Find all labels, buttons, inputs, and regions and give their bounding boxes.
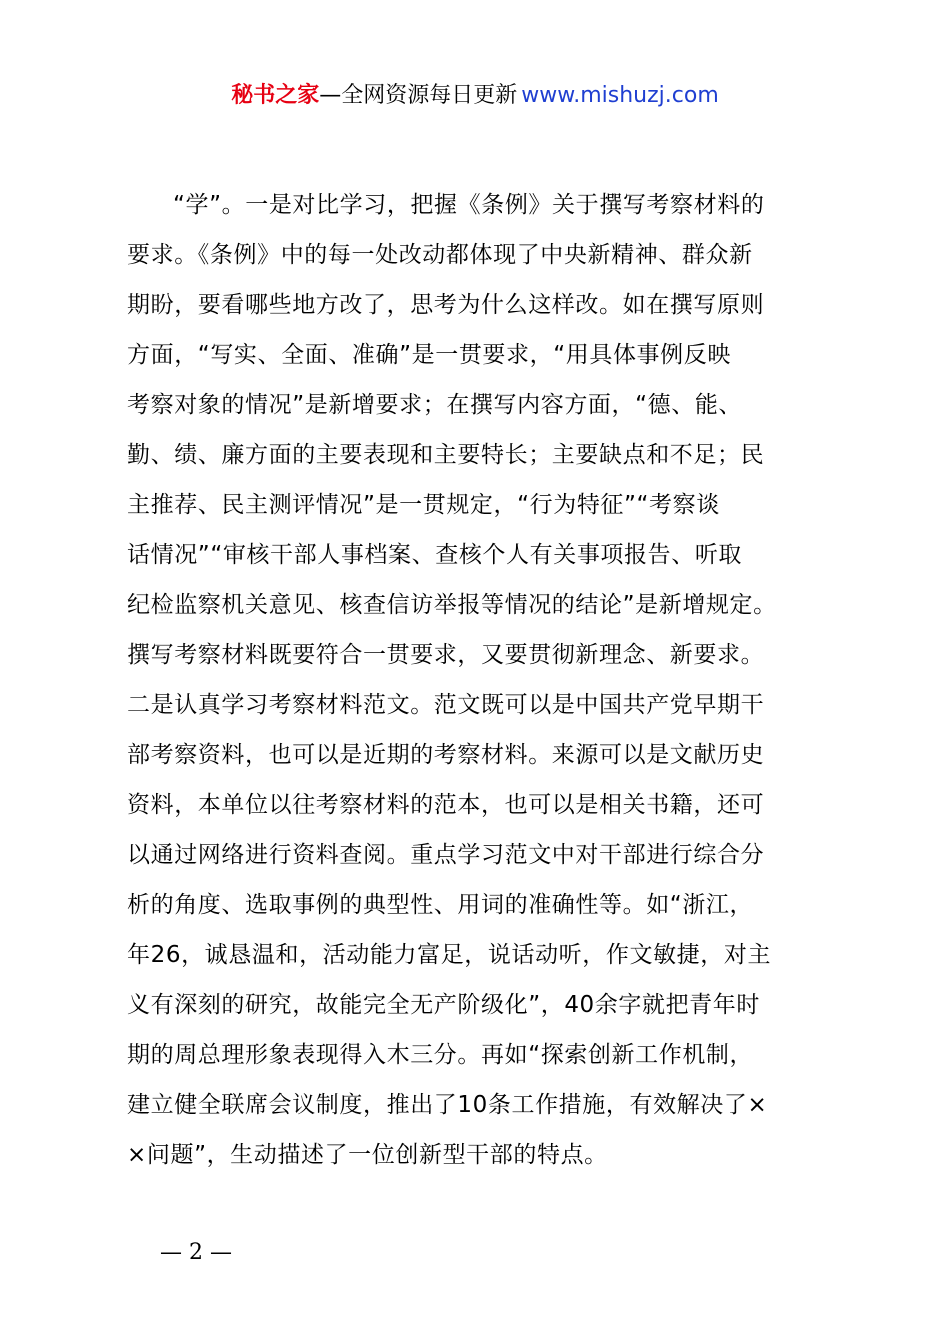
paragraph-line: 话情况”“审核干部人事档案、查核个人有关事项报告、听取 <box>127 542 743 568</box>
page-number: — 2 — <box>160 1240 232 1265</box>
paragraph-line: “学”。一是对比学习，把握《条例》关于撰写考察材料的 <box>173 192 765 218</box>
paragraph-line: 以通过网络进行资料查阅。重点学习范文中对干部进行综合分 <box>127 842 765 868</box>
paragraph-line: ×问题”，生动描述了一位创新型干部的特点。 <box>127 1142 608 1168</box>
paragraph-line: 年26，诚恳温和，活动能力富足，说话动听，作文敏捷，对主 <box>127 942 772 968</box>
paragraph-line: 期盼，要看哪些地方改了，思考为什么这样改。如在撰写原则 <box>127 292 765 318</box>
paragraph-line: 纪检监察机关意见、核查信访举报等情况的结论”是新增规定。 <box>127 592 777 618</box>
paragraph-line: 考察对象的情况”是新增要求；在撰写内容方面，“德、能、 <box>127 392 743 418</box>
paragraph-line: 主推荐、民主测评情况”是一贯规定，“行为特征”“考察谈 <box>127 492 720 518</box>
paragraph-line: 期的周总理形象表现得入木三分。再如“探索创新工作机制， <box>127 1042 754 1068</box>
header-tagline: —全网资源每日更新 <box>319 83 518 108</box>
site-url[interactable]: www.mishuzj.com <box>521 83 719 108</box>
paragraph-line: 析的角度、选取事例的典型性、用词的准确性等。如“浙江， <box>127 892 754 918</box>
paragraph-line: 部考察资料，也可以是近期的考察材料。来源可以是文献历史 <box>127 742 765 768</box>
paragraph-line: 二是认真学习考察材料范文。范文既可以是中国共产党早期干 <box>127 692 765 718</box>
document-body <box>127 180 833 1180</box>
brand-name: 秘书之家 <box>231 83 320 108</box>
site-header <box>0 80 950 112</box>
paragraph-line: 义有深刻的研究，故能完全无产阶级化”，40余字就把青年时 <box>127 992 760 1018</box>
paragraph-line: 勤、绩、廉方面的主要表现和主要特长；主要缺点和不足；民 <box>127 442 765 468</box>
paragraph-line: 要求。《条例》中的每一处改动都体现了中央新精神、群众新 <box>127 242 753 268</box>
paragraph-line: 撰写考察材料既要符合一贯要求，又要贯彻新理念、新要求。 <box>127 642 765 668</box>
paragraph-line: 资料，本单位以往考察材料的范本，也可以是相关书籍，还可 <box>127 792 765 818</box>
paragraph-line: 建立健全联席会议制度，推出了10条工作措施，有效解决了× <box>127 1092 768 1118</box>
paragraph-line: 方面，“写实、全面、准确”是一贯要求，“用具体事例反映 <box>127 342 731 368</box>
